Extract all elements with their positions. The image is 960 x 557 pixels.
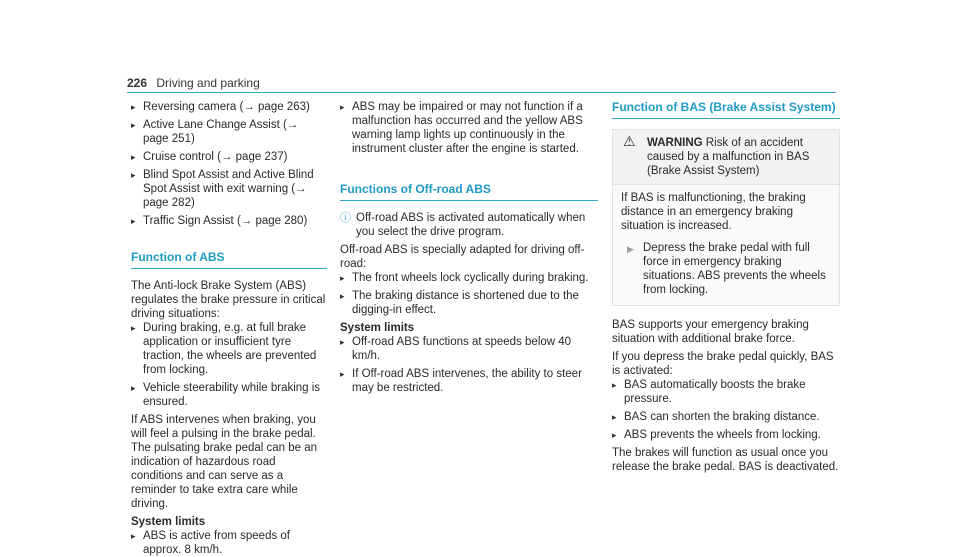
section-title: Driving and parking: [156, 76, 260, 90]
paragraph: If ABS intervenes when braking, you will feel a pulsing in the brake pedal. The pulsating brake pedal can be an indication of hazardous road conditions and can serve as a reminder to take extra care while driving.: [131, 414, 318, 510]
page-number: 226: [127, 76, 148, 90]
column-3: [612, 100, 840, 474]
warning-triangle-icon: ⚠: [623, 133, 636, 149]
section-heading-offroad-abs: Functions of Off-road ABS: [340, 182, 491, 196]
list-item: ▸ Off-road ABS functions at speeds below 40 km/h.: [340, 335, 598, 363]
paragraph: BAS supports your emergency braking situation with additional brake force.: [612, 319, 809, 345]
warning-body: If BAS is malfunctioning, the braking distance in an emergency braking situation is increased. ▶ Depress the brake pedal with full force in emergency braking situations. ABS prevents the wheels from locking.: [613, 184, 839, 305]
info-note: ⓘ Off-road ABS is activated automatically when you select the drive program.: [340, 212, 586, 238]
section-divider: [612, 118, 840, 119]
list-item: ▸ The braking distance is shortened due to the digging-in effect.: [340, 289, 598, 317]
column-2: [340, 100, 598, 395]
warning-header: [613, 130, 839, 184]
section-divider: [340, 200, 598, 201]
list-item: ▸ Blind Spot Assist and Active Blind Spot Assist with exit warning (→ page 282): [131, 168, 327, 210]
list-item: ▸ ABS prevents the wheels from locking.: [612, 428, 840, 442]
warning-text: Risk of an accident caused by a malfunction in BAS (Brake Assist System): [647, 137, 810, 177]
list-item: ▸ BAS automatically boosts the brake pressure.: [612, 378, 840, 406]
paragraph: The brakes will function as usual once you release the brake pedal. BAS is deactivated.: [612, 447, 839, 473]
system-limits-title: System limits: [131, 516, 206, 528]
list-item: ▸ Reversing camera (→ page 263): [131, 100, 327, 114]
list-item: ▸ ABS is active from speeds of approx. 8 km/h.: [131, 529, 327, 557]
warning-label: WARNING: [647, 137, 703, 149]
section-divider: [131, 268, 327, 269]
step-arrow-icon: ▶: [627, 244, 634, 254]
list-item: ▸ The front wheels lock cyclically during braking.: [340, 271, 598, 285]
info-icon: ⓘ: [340, 212, 351, 224]
paragraph: If you depress the brake pedal quickly, BAS is activated:: [612, 351, 834, 377]
list-item: ▸ Traffic Sign Assist (→ page 280): [131, 214, 327, 228]
column-1: [131, 100, 327, 557]
list-item: ▸ During braking, e.g. at full brake application or insufficient tyre traction, the wheels are prevented from locking.: [131, 321, 327, 377]
header-divider: [127, 92, 836, 93]
list-item: ▸ If Off-road ABS intervenes, the ability to steer may be restricted.: [340, 367, 598, 395]
list-item: ▸ Active Lane Change Assist (→ page 251): [131, 118, 327, 146]
list-item: ▸ BAS can shorten the braking distance.: [612, 410, 840, 424]
warning-box: [612, 129, 840, 306]
warning-step: ▶ Depress the brake pedal with full force in emergency braking situations. ABS prevents the wheels from locking.: [627, 242, 826, 296]
list-item: ▸ ABS may be impaired or may not function if a malfunction has occurred and the yellow ABS warning lamp lights up continuously in the instrument cluster after the engine is started.: [340, 100, 598, 156]
section-heading-bas: Function of BAS (Brake Assist System): [612, 100, 836, 114]
page-header: [127, 76, 260, 90]
intro-text: The Anti-lock Brake System (ABS) regulates the brake pressure in critical driving situations:: [131, 280, 326, 320]
list-item: ▸ Vehicle steerability while braking is ensured.: [131, 381, 327, 409]
section-heading-abs: Function of ABS: [131, 250, 225, 264]
list-item: ▸ Cruise control (→ page 237): [131, 150, 327, 164]
system-limits-title: System limits: [340, 322, 415, 334]
paragraph: Off-road ABS is specially adapted for driving off-road:: [340, 244, 585, 270]
